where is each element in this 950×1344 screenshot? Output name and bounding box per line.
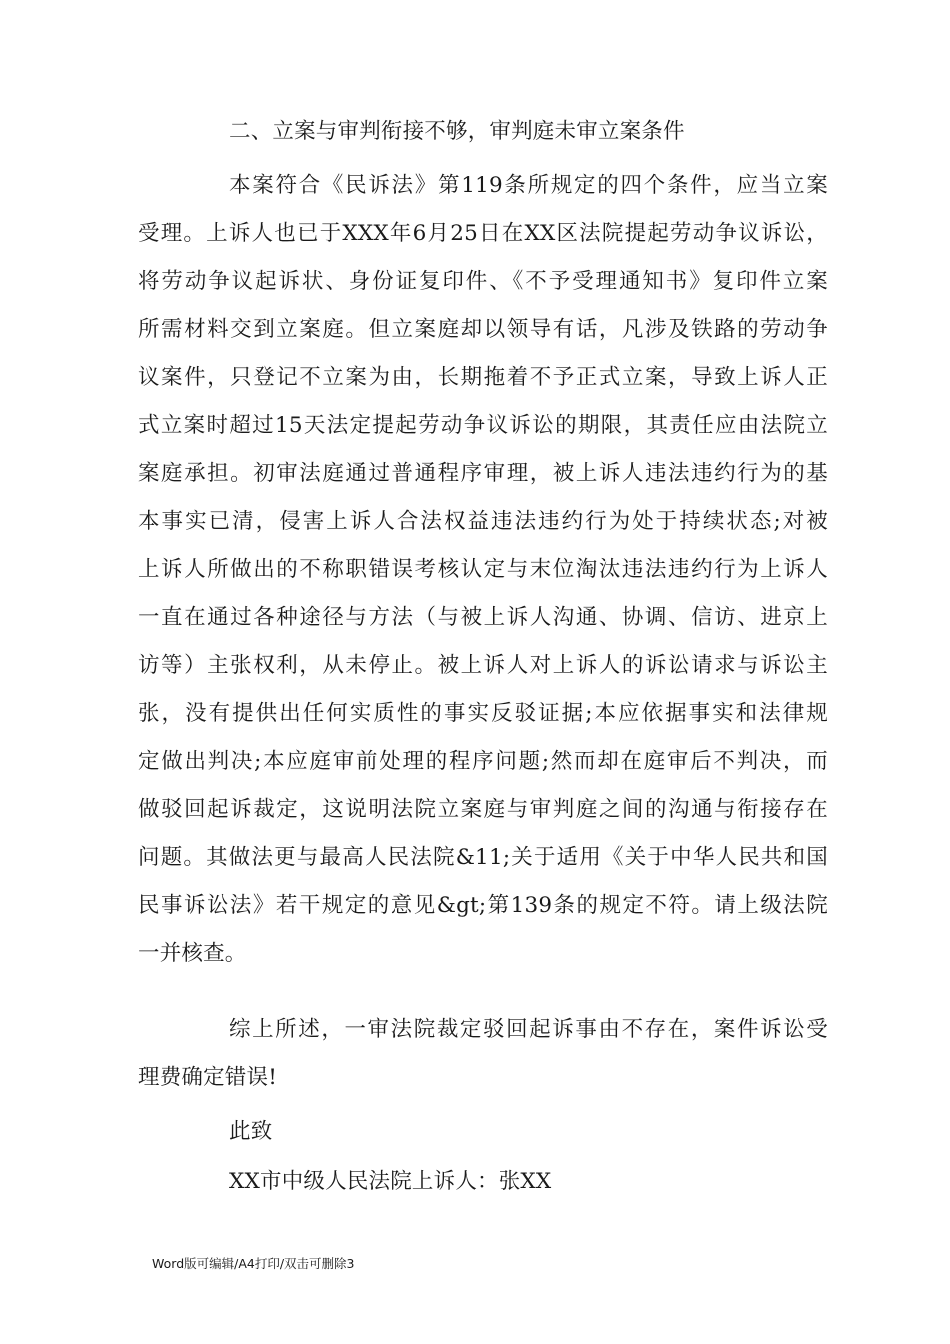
paragraph-line: 理费确定错误! bbox=[138, 1065, 278, 1090]
signature-line: XX市中级人民法院上诉人：张XX bbox=[229, 1169, 552, 1194]
paragraph-line: 做驳回起诉裁定，这说明法院立案庭与审判庭之间的沟通与衔接存在 bbox=[138, 797, 828, 822]
paragraph-line: 案庭承担。初审法庭通过普通程序审理，被上诉人违法违约行为的基 bbox=[138, 461, 828, 486]
paragraph-line: 访等）主张权利，从未停止。被上诉人对上诉人的诉讼请求与诉讼主 bbox=[138, 653, 828, 678]
paragraph-line: 受理。上诉人也已于XXX年6月25日在XX区法院提起劳动争议诉讼， bbox=[138, 221, 828, 246]
paragraph-line: 问题。其做法更与最高人民法院&11;关于适用《关于中华人民共和国 bbox=[138, 845, 828, 870]
paragraph-line: 一并核查。 bbox=[138, 941, 247, 966]
section-heading: 二、立案与审判衔接不够，审判庭未审立案条件 bbox=[229, 119, 685, 144]
paragraph-line: 一直在通过各种途径与方法（与被上诉人沟通、协调、信访、进京上 bbox=[138, 605, 828, 630]
paragraph-line: 本事实已清，侵害上诉人合法权益违法违约行为处于持续状态;对被 bbox=[138, 509, 828, 534]
paragraph-line: 议案件，只登记不立案为由，长期拖着不予正式立案，导致上诉人正 bbox=[138, 365, 828, 390]
page-footer: Word版可编辑/A4打印/双击可删除3 bbox=[152, 1256, 355, 1271]
paragraph-line: 民事诉讼法》若干规定的意见&gt;第139条的规定不符。请上级法院 bbox=[138, 893, 828, 918]
paragraph-line: 张，没有提供出任何实质性的事实反驳证据;本应依据事实和法律规 bbox=[138, 701, 828, 726]
paragraph-line: 所需材料交到立案庭。但立案庭却以领导有话，凡涉及铁路的劳动争 bbox=[138, 317, 828, 342]
paragraph-line: 式立案时超过15天法定提起劳动争议诉讼的期限，其责任应由法院立 bbox=[138, 413, 828, 438]
paragraph-line: 本案符合《民诉法》第119条所规定的四个条件，应当立案 bbox=[229, 173, 828, 198]
paragraph-line: 将劳动争议起诉状、身份证复印件、《不予受理通知书》复印件立案 bbox=[138, 269, 828, 294]
paragraph-line: 定做出判决;本应庭审前处理的程序问题;然而却在庭审后不判决，而 bbox=[138, 749, 828, 774]
closing-salutation: 此致 bbox=[229, 1119, 273, 1144]
paragraph-line: 综上所述，一审法院裁定驳回起诉事由不存在，案件诉讼受 bbox=[229, 1017, 828, 1042]
paragraph-line: 上诉人所做出的不称职错误考核认定与末位淘汰违法违约行为上诉人 bbox=[138, 557, 828, 582]
